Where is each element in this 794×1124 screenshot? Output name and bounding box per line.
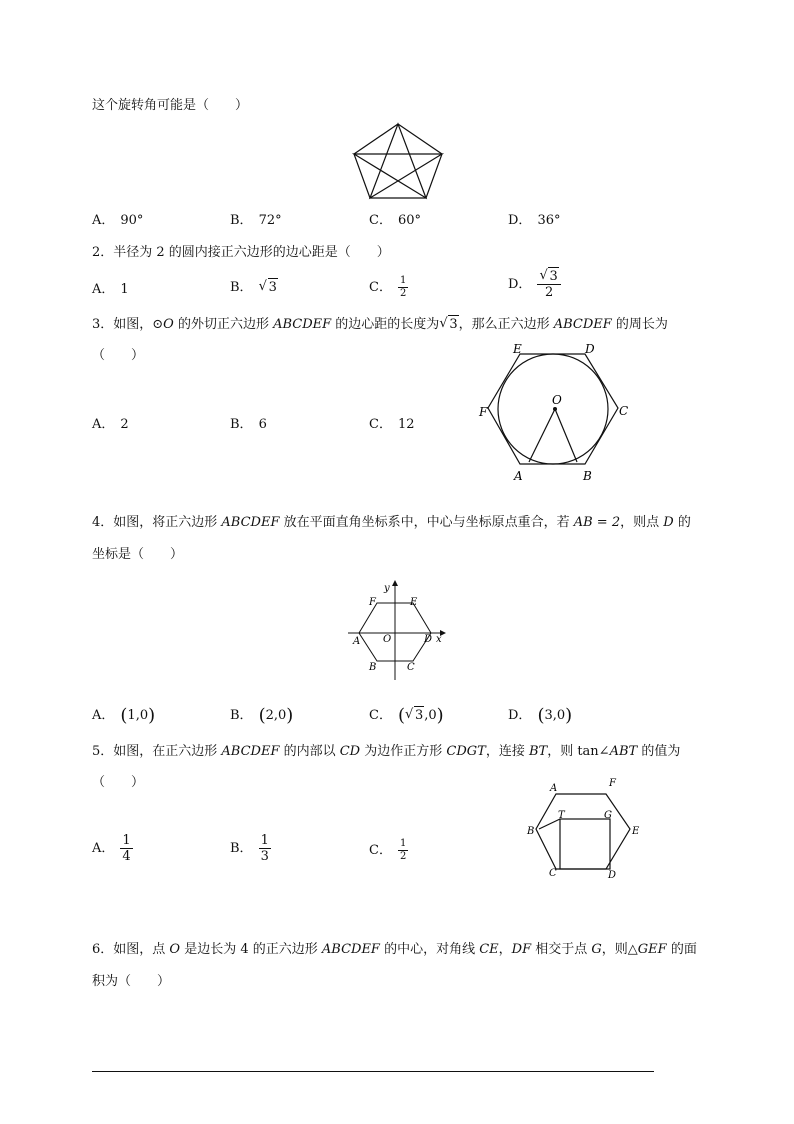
label-E: E bbox=[632, 826, 640, 837]
label-D: D bbox=[585, 342, 595, 356]
label-G: G bbox=[604, 810, 612, 821]
label-C: C bbox=[407, 662, 415, 673]
y-axis-arrow-icon bbox=[392, 580, 398, 586]
q3-option-c: C． 12 bbox=[369, 417, 415, 432]
label-E: E bbox=[410, 597, 418, 608]
q3-answer-paren: （ ） bbox=[92, 348, 145, 363]
sqrt-expression: √ 3 bbox=[404, 707, 424, 723]
q5-option-b: B． $\frac{1}{3}$ bbox=[230, 833, 269, 864]
fraction: $\frac{1}{4}$ bbox=[122, 833, 131, 864]
q5-option-a: A． $\frac{1}{4}$ bbox=[92, 833, 131, 864]
q1-option-b: B． 72° bbox=[230, 213, 282, 228]
pentagram-star bbox=[354, 124, 442, 198]
fraction: $\frac{1}{3}$ bbox=[260, 833, 269, 864]
q5-answer-paren: （ ） bbox=[92, 775, 145, 790]
segment-BT bbox=[539, 819, 560, 829]
q4-stem-line2: 坐标是（ ） bbox=[92, 547, 184, 562]
fraction: √ 3 2 bbox=[537, 270, 560, 299]
sqrt-expression: √ 3 bbox=[439, 316, 458, 332]
label-A: A bbox=[514, 469, 523, 483]
q6-stem-line2: 积为（ ） bbox=[92, 974, 171, 989]
q1-pentagram-figure bbox=[350, 122, 446, 202]
q3-option-a: A． 2 bbox=[92, 417, 129, 432]
q4-option-b: B． (2,0) bbox=[230, 705, 294, 726]
fraction: $\frac{1}{2}$ bbox=[399, 838, 407, 862]
center-point bbox=[553, 407, 557, 411]
fraction: $\frac{1}{2}$ bbox=[399, 275, 407, 299]
q1-option-d: D． 36° bbox=[508, 213, 561, 228]
q2-option-c: C． $\frac{1}{2}$ bbox=[369, 275, 407, 299]
q5-option-c: C． $\frac{1}{2}$ bbox=[369, 838, 407, 862]
label-D: D bbox=[424, 634, 433, 645]
q1-stem: 这个旋转角可能是（ ） bbox=[92, 98, 249, 113]
label-O: O bbox=[383, 634, 392, 645]
square-CDGT bbox=[560, 819, 610, 869]
label-B: B bbox=[527, 826, 535, 837]
label-O: O bbox=[552, 393, 562, 407]
label-C: C bbox=[549, 868, 557, 879]
q4-option-a: A． (1,0) bbox=[92, 705, 156, 726]
sqrt-expression: √ 3 bbox=[258, 279, 277, 295]
q3-option-b: B． 6 bbox=[230, 417, 267, 432]
label-F: F bbox=[479, 405, 488, 419]
label-C: C bbox=[619, 404, 629, 418]
q4-stem-line1: 4．如图，将正六边形 ABCDEF 放在平面直角坐标系中，中心与坐标原点重合，若 AB = 2，则点 D 的 bbox=[92, 515, 691, 530]
label-B: B bbox=[583, 469, 592, 483]
label-y: y bbox=[384, 583, 390, 594]
label-F: F bbox=[369, 597, 376, 608]
q1-option-a: A． 90° bbox=[92, 213, 144, 228]
q6-stem-line1: 6．如图，点 O 是边长为 4 的正六边形 ABCDEF 的中心，对角线 CE，DF 相交于点 G，则△GEF 的面 bbox=[92, 942, 697, 957]
q4-option-c: C． ( √ 3,0) bbox=[369, 705, 444, 726]
q3-stem: 3．如图，⊙O 的外切正六边形 ABCDEF 的边心距的长度为 √ 3，那么正六边形 ABCDEF 的周长为 bbox=[92, 316, 668, 332]
q3-hexagon-circle-figure bbox=[474, 338, 634, 488]
q1-option-c: C． 60° bbox=[369, 213, 421, 228]
label-E: E bbox=[513, 342, 522, 356]
label-x: x bbox=[436, 634, 442, 645]
pentagon-outline bbox=[354, 124, 442, 198]
label-T: T bbox=[558, 810, 565, 821]
q2-option-d: D． √ 3 2 bbox=[508, 270, 561, 299]
label-F: F bbox=[609, 778, 616, 789]
hexagon-outline bbox=[536, 794, 630, 869]
q2-option-b: B． √ 3 bbox=[230, 279, 277, 295]
q4-coordinate-figure bbox=[344, 580, 450, 684]
label-A: A bbox=[353, 636, 361, 647]
q5-hexagon-square-figure bbox=[520, 773, 646, 883]
label-A: A bbox=[550, 783, 558, 794]
label-D: D bbox=[608, 870, 617, 881]
q2-option-a: A． 1 bbox=[92, 282, 129, 297]
q4-option-d: D． (3,0) bbox=[508, 705, 573, 726]
label-B: B bbox=[369, 662, 377, 673]
triangle-lines bbox=[529, 409, 577, 462]
q2-stem: 2．半径为 2 的圆内接正六边形的边心距是（ ） bbox=[92, 245, 390, 260]
q5-stem: 5．如图，在正六边形 ABCDEF 的内部以 CD 为边作正方形 CDGT，连接 BT，则 tan∠ABT 的值为 bbox=[92, 744, 681, 759]
footer-divider bbox=[92, 1071, 654, 1072]
